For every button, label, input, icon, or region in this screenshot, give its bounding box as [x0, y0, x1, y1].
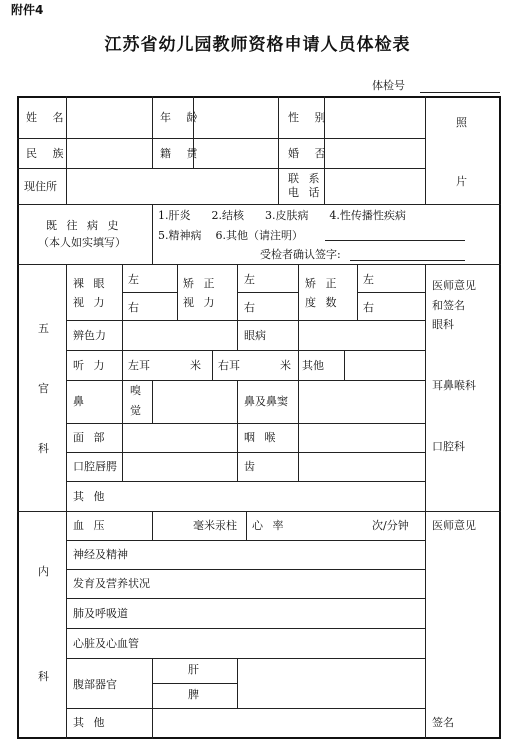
doctor-opinion-label-1: 医师意见: [432, 279, 476, 292]
internal-doctor-opinion-label: 医师意见: [432, 519, 476, 532]
color-vision-label: 辨色力: [73, 329, 106, 342]
teeth-label: 齿: [244, 460, 255, 473]
neuro-label: 神经及精神: [73, 548, 128, 561]
gender-label: 性 别: [288, 111, 332, 124]
exam-number-field[interactable]: [420, 92, 500, 93]
eye-disease-label: 眼病: [244, 329, 266, 342]
heart-label: 心脏及心血管: [73, 637, 139, 650]
degree-right-label: 右: [363, 301, 374, 314]
naked-eye-label-1: 裸 眼: [73, 277, 108, 290]
name-label: 姓 名: [26, 111, 70, 124]
native-place-label: 籍 贯: [160, 147, 204, 160]
heart-rate-label: 心 率: [252, 519, 287, 532]
stomatology-label: 口腔科: [432, 440, 465, 453]
exam-number-label: 体检号: [372, 79, 405, 92]
corrected-left-label: 左: [244, 273, 255, 286]
sinus-label: 鼻及鼻窦: [244, 395, 288, 408]
history-options-line2: 5.精神病 6.其他（请注明）: [158, 229, 303, 242]
corr-degree-label-2: 度 数: [305, 296, 340, 309]
left-ear-label: 左耳: [128, 359, 150, 372]
internal-signature-label: 签名: [432, 716, 454, 729]
naked-left-label: 左: [128, 273, 139, 286]
internal-other-label: 其 他: [73, 716, 108, 729]
degree-left-label: 左: [363, 273, 374, 286]
hearing-label: 听 力: [73, 359, 108, 372]
throat-label: 咽 喉: [244, 431, 279, 444]
hearing-other-label: 其他: [302, 359, 324, 372]
corr-degree-label-1: 矫 正: [305, 277, 340, 290]
abdomen-label: 腹部器官: [73, 678, 117, 691]
phone-label-1: 联 系: [288, 172, 323, 185]
address-label: 现住所: [24, 180, 57, 193]
marital-status-label: 婚 否: [288, 147, 332, 160]
age-label: 年 龄: [160, 111, 204, 124]
oral-label: 口腔唇腭: [73, 460, 117, 473]
phone-label-2: 电 话: [288, 186, 323, 199]
naked-eye-label-2: 视 力: [73, 296, 108, 309]
internal-side-1: 内: [38, 565, 49, 578]
smell-label-2: 觉: [130, 404, 141, 417]
history-label: 既 往 病 史: [46, 219, 122, 232]
ophthalmology-label: 眼科: [432, 318, 454, 331]
left-ear-meter: 米: [190, 359, 201, 372]
face-label: 面 部: [73, 431, 108, 444]
right-ear-label: 右耳: [218, 359, 240, 372]
bp-label: 血 压: [73, 519, 108, 532]
photo-label-bottom: 片: [456, 175, 467, 188]
confirm-signature-label: 受检者确认签字:: [260, 248, 341, 261]
facial-side-1: 五: [38, 322, 49, 335]
naked-right-label: 右: [128, 301, 139, 314]
corrected-vision-label-1: 矫 正: [183, 277, 218, 290]
ethnicity-label: 民 族: [26, 147, 70, 160]
lungs-label: 肺及呼吸道: [73, 607, 128, 620]
right-ear-meter: 米: [280, 359, 291, 372]
corrected-right-label: 右: [244, 301, 255, 314]
spleen-label: 脾: [188, 688, 199, 701]
form-title: 江苏省幼儿园教师资格申请人员体检表: [104, 35, 411, 55]
photo-label-top: 照: [456, 116, 467, 129]
heart-rate-unit: 次/分钟: [372, 519, 409, 532]
doctor-opinion-label-2: 和签名: [432, 299, 465, 312]
attachment-label: 附件4: [11, 3, 44, 17]
corrected-vision-label-2: 视 力: [183, 296, 218, 309]
smell-label-1: 嗅: [130, 384, 141, 397]
history-options-line1: 1.肝炎 2.结核 3.皮肤病 4.性传播性疾病: [158, 209, 406, 222]
history-note: （本人如实填写）: [38, 236, 126, 249]
facial-side-2: 官: [38, 382, 49, 395]
facial-side-3: 科: [38, 442, 49, 455]
ent-label: 耳鼻喉科: [432, 379, 476, 392]
facial-other-label: 其 他: [73, 490, 108, 503]
bp-unit: 毫米汞柱: [193, 519, 237, 532]
nose-label: 鼻: [73, 395, 84, 408]
internal-side-2: 科: [38, 670, 49, 683]
liver-label: 肝: [188, 663, 199, 676]
growth-label: 发育及营养状况: [73, 577, 150, 590]
